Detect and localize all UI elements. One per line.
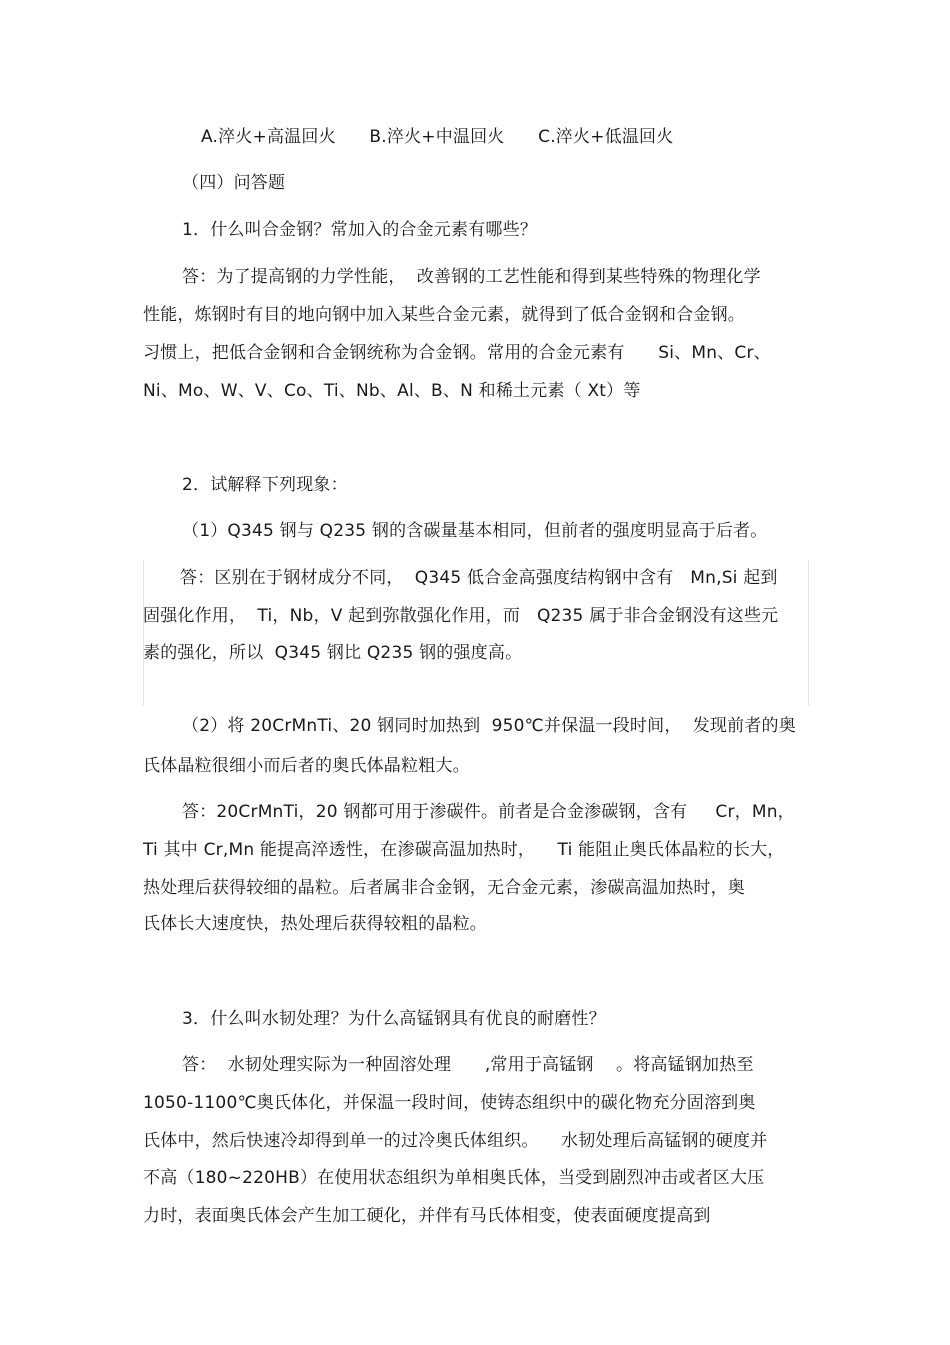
q1-answer-line: 答：为了提高钢的力学性能， 改善钢的工艺性能和得到某些特殊的物理化学 [182,267,761,287]
q2-sub2-question-line: 氏体晶粒很细小而后者的奥氏体晶粒粗大。 [143,756,470,776]
q2-sub2-answer-line: Ti 其中 Cr,Mn 能提高淬透性，在渗碳高温加热时， Ti 能阻止奥氏体晶粒的长大， [143,840,785,860]
q2-question: 2．试解释下列现象： [182,475,348,495]
q2-sub1-answer-line: 素的强化，所以 Q345 钢比 Q235 钢的强度高。 [143,643,523,663]
q3-answer-line: 不高（180~220HB）在使用状态组织为单相奥氏体，当受到剧烈冲击或者区大压 [143,1168,765,1188]
q2-sub2-answer-line: 热处理后获得较细的晶粒。后者属非合金钢，无合金元素，渗碳高温加热时，奥 [143,878,745,898]
q2-sub1-question: （1）Q345 钢与 Q235 钢的含碳量基本相同，但前者的强度明显高于后者。 [182,521,768,541]
q3-question: 3．什么叫水韧处理？为什么高锰钢具有优良的耐磨性？ [182,1009,606,1029]
q3-answer-line: 力时，表面奥氏体会产生加工硬化，并伴有马氏体相变，使表面硬度提高到 [143,1206,711,1226]
q1-answer-line: 习惯上，把低合金钢和合金钢统称为合金钢。常用的合金元素有 Si、Mn、Cr、 [143,343,771,363]
q3-answer-line: 氏体中，然后快速冷却得到单一的过冷奥氏体组织。 水韧处理后高锰钢的硬度并 [143,1131,768,1151]
q1-answer-line: 性能，炼钢时有目的地向钢中加入某些合金元素，就得到了低合金钢和合金钢。 [143,305,745,325]
q2-sub2-question-line: （2）将 20CrMnTi、20 钢同时加热到 950℃并保温一段时间， 发现前者的奥 [182,716,796,736]
options-line: A.淬火+高温回火 B.淬火+中温回火 C.淬火+低温回火 [201,127,674,147]
q3-answer-line: 答： 水韧处理实际为一种固溶处理 ,常用于高锰钢 。将高锰钢加热至 [182,1055,754,1075]
section-title: （四）问答题 [182,173,286,193]
q2-sub1-answer-line: 固强化作用， Ti，Nb，V 起到弥散强化作用，而 Q235 属于非合金钢没有这些元 [143,606,779,626]
q2-sub1-answer-line: 答：区别在于钢材成分不同， Q345 低合金高强度结构钢中含有 Mn,Si 起到 [180,568,778,588]
q2-sub2-answer-line: 答：20CrMnTi，20 钢都可用于渗碳件。前者是合金渗碳钢，含有 Cr，Mn， [182,802,795,822]
q1-question: 1．什么叫合金钢？常加入的合金元素有哪些？ [182,220,538,240]
q1-answer-line: Ni、Mo、W、V、Co、Ti、Nb、Al、B、N 和稀土元素（ Xt）等 [143,381,641,401]
q3-answer-line: 1050-1100℃奥氏体化，并保温一段时间，使铸态组织中的碳化物充分固溶到奥 [143,1093,756,1113]
q2-sub2-answer-line: 氏体长大速度快，热处理后获得较粗的晶粒。 [143,914,487,934]
